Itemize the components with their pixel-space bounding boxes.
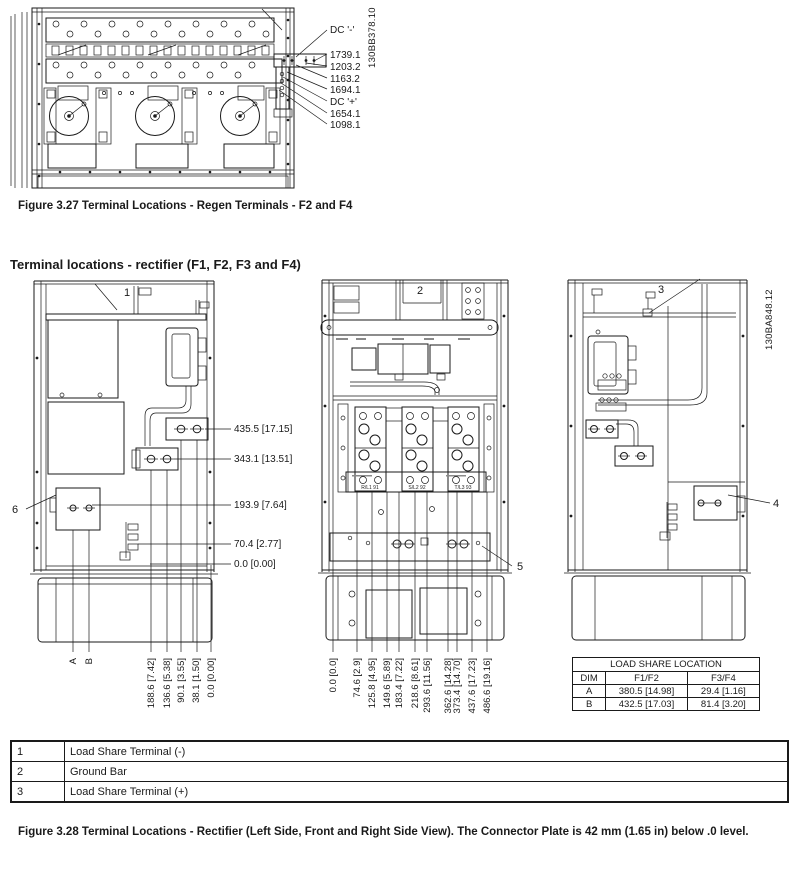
left-side-view (12, 281, 231, 652)
dim-label: 1203.2 (330, 62, 361, 73)
terminal-label-r: R/L1 91 (361, 485, 379, 491)
load-share-header-f1f2: F1/F2 (606, 672, 687, 685)
legend-table (10, 740, 789, 803)
dim-label-vertical: 0.0 [0.0] (328, 658, 339, 693)
terminal-label-s: S/L2 92 (408, 485, 426, 491)
dim-label: 1654.1 (330, 109, 361, 120)
load-share-table (572, 657, 760, 711)
dim-label: 70.4 [2.77] (234, 539, 282, 550)
legend-label-2: Ground Bar (65, 762, 789, 782)
left-view-height-labels (234, 424, 293, 570)
drawing-id-vertical: 130BB378.10 (367, 7, 378, 68)
load-share-a-f1f2: 380.5 [14.98] (606, 685, 687, 698)
regen-fan-assemblies (44, 88, 280, 144)
regen-busbar-assembly (46, 18, 282, 100)
section-heading: Terminal locations - rectifier (F1, F2, F3 and F4) (10, 257, 301, 272)
dim-label: 0.0 [0.00] (234, 559, 276, 570)
dim-label-vertical: 183.4 [7.22] (394, 658, 405, 709)
figure-3-27-drawing (0, 4, 399, 200)
load-share-a-f3f4: 29.4 [1.16] (687, 685, 759, 698)
figure-3-27-caption: Figure 3.27 Terminal Locations - Regen Terminals - F2 and F4 (18, 200, 353, 212)
dim-label-vertical: 0.0 [0.00] (206, 658, 217, 698)
dim-label: DC '-' (330, 25, 355, 36)
load-share-b-f3f4: 81.4 [3.20] (687, 698, 759, 711)
callout-1: 1 (124, 287, 131, 299)
dim-label-vertical: 293.6 [11.56] (422, 658, 433, 713)
dim-label: 1694.1 (330, 85, 361, 96)
dim-label-vertical: 136.6 [5.38] (162, 658, 173, 709)
terminal-label-t: T/L3 93 (454, 485, 472, 491)
dim-label: DC '+' (330, 97, 357, 108)
dim-label-vertical: 486.6 [19.16] (482, 658, 493, 714)
table-row (11, 741, 788, 762)
table-row (11, 762, 788, 782)
load-share-title: LOAD SHARE LOCATION (573, 658, 760, 672)
callout-3: 3 (658, 284, 665, 296)
dim-label: 1098.1 (330, 120, 361, 131)
drawing-id-vertical: 130BA848.12 (764, 289, 775, 350)
dim-label-vertical: 125.8 [4.95] (367, 658, 378, 709)
dim-label-vertical: 362.6 [14.28] (443, 658, 454, 714)
legend-num-3: 3 (11, 782, 65, 803)
legend-label-3: Load Share Terminal (+) (65, 782, 789, 803)
callout-6: 6 (12, 504, 19, 516)
dim-label: 193.9 [7.64] (234, 500, 287, 511)
load-share-header-dim: DIM (573, 672, 606, 685)
callout-2: 2 (417, 285, 424, 297)
dim-label-vertical: 437.6 [17.23] (467, 658, 478, 714)
dim-label: 1739.1 (330, 50, 361, 61)
table-row (11, 782, 788, 803)
legend-num-1: 1 (11, 741, 65, 762)
regen-dimension-labels (330, 25, 361, 131)
dim-label-vertical: 90.1 [3.55] (176, 658, 187, 703)
dim-label: 1163.2 (330, 74, 360, 85)
load-share-b-f1f2: 432.5 [17.03] (606, 698, 687, 711)
front-view-bottom-labels (328, 658, 493, 713)
dim-label-vertical: A (68, 658, 79, 665)
dim-label-vertical: B (84, 658, 95, 665)
dim-label-vertical: 74.6 [2.9] (352, 658, 363, 698)
legend-num-2: 2 (11, 762, 65, 782)
figure-3-28-caption: Figure 3.28 Terminal Locations - Rectifier (Left Side, Front and Right Side View). The Connector Plate is 42 mm (1.65 in) below .0 level. (18, 826, 749, 838)
dim-label: 343.1 [13.51] (234, 454, 293, 465)
legend-label-1: Load Share Terminal (-) (65, 741, 789, 762)
table-row (573, 685, 760, 698)
callout-4: 4 (773, 498, 780, 510)
right-side-view (564, 279, 779, 640)
dim-label-vertical: 149.6 [5.89] (382, 658, 393, 709)
load-share-dim-b: B (573, 698, 606, 711)
callout-5: 5 (517, 561, 524, 573)
dim-label: 435.5 [17.15] (234, 424, 293, 435)
front-view (318, 280, 523, 652)
load-share-dim-a: A (573, 685, 606, 698)
regen-bottom-panels (32, 144, 294, 188)
dim-label-vertical: 38.1 [1.50] (191, 658, 202, 703)
dim-label-vertical: 218.6 [8.61] (410, 658, 421, 709)
dim-label-vertical: 373.4 [14.70] (452, 658, 463, 714)
dim-label-vertical: 188.6 [7.42] (146, 658, 157, 709)
left-view-bottom-labels (68, 657, 217, 708)
load-share-header-f3f4: F3/F4 (687, 672, 759, 685)
table-row (573, 698, 760, 711)
